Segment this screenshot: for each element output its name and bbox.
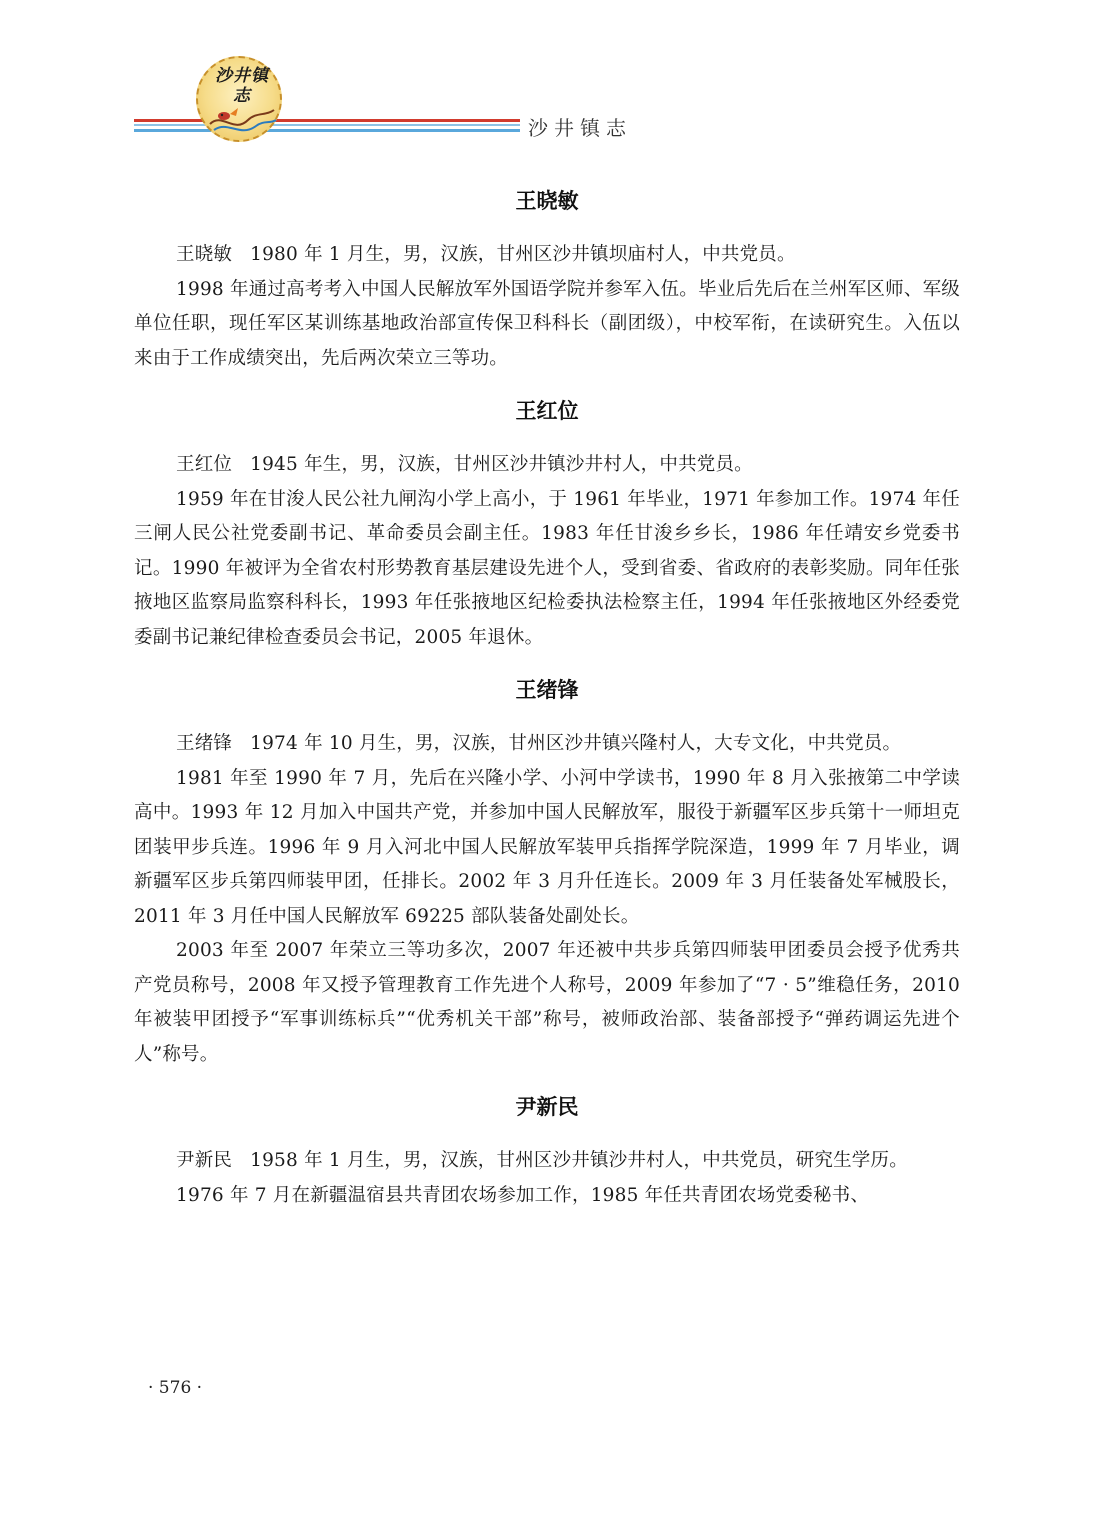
entry-heading: 王绪锋 bbox=[515, 678, 579, 702]
biography-entry bbox=[134, 675, 960, 1072]
logo-text: 沙井镇志 bbox=[215, 66, 269, 106]
entry-heading: 王晓敏 bbox=[515, 189, 579, 213]
biography-entry bbox=[134, 1092, 960, 1213]
entry-lead-text: 1974 年 10 月生，男，汉族，甘州区沙井镇兴隆村人，大专文化，中共党员。 bbox=[250, 733, 902, 754]
entry-heading: 尹新民 bbox=[515, 1095, 579, 1119]
entry-intro bbox=[134, 727, 960, 762]
entry-lead-text: 1980 年 1 月生，男，汉族，甘州区沙井镇坝庙村人，中共党员。 bbox=[250, 244, 796, 265]
entry-paragraph: 2003 年至 2007 年荣立三等功多次，2007 年还被中共步兵第四师装甲团委员会授予优秀共产党员称号，2008 年又授予管理教育工作先进个人称号，2009 年参加了“7 · 5”维稳任务，2010 年被装甲团授予“军事训练标兵”“优秀机关干部”称号，被师政治部、装备部授予“弹药调运先进个人”称号。 bbox=[134, 940, 960, 1065]
page-body bbox=[134, 186, 960, 1213]
page-header bbox=[0, 0, 1093, 160]
entry-intro bbox=[134, 448, 960, 483]
entry-paragraph: 1981 年至 1990 年 7 月，先后在兴隆小学、小河中学读书，1990 年 8 月入张掖第二中学读高中。1993 年 12 月加入中国共产党，并参加中国人民解放军，服役于新疆军区步兵第十一师坦克团装甲步兵连。1996 年 9 月入河北中国人民解放军装甲兵指挥学院深造，1999 年 7 月毕业，调新疆军区步兵第四师装甲团，任排长。2002 年 3 月升任连长。2009 年 3 月任装备处军械股长，2011 年 3 月任中国人民解放军 69225 部队装备处副处长。 bbox=[134, 767, 960, 927]
header-rule-lightblue bbox=[134, 124, 520, 126]
header-rule-blue bbox=[134, 129, 520, 132]
entry-lead-text: 1958 年 1 月生，男，汉族，甘州区沙井镇沙井村人，中共党员，研究生学历。 bbox=[250, 1150, 908, 1171]
entry-paragraph: 1976 年 7 月在新疆温宿县共青团农场参加工作，1985 年任共青团农场党委秘书、 bbox=[176, 1184, 870, 1206]
entry-heading: 王红位 bbox=[515, 399, 579, 423]
entry-lead-name: 王红位 bbox=[176, 454, 233, 475]
entry-lead-name: 王绪锋 bbox=[176, 733, 233, 754]
entry-lead-name: 王晓敏 bbox=[176, 244, 233, 265]
biography-entry bbox=[134, 396, 960, 655]
entry-paragraph: 1959 年在甘浚人民公社九闸沟小学上高小，于 1961 年毕业，1971 年参加工作。1974 年任三闸人民公社党委副书记、革命委员会副主任。1983 年任甘浚乡乡长，1986 年任靖安乡党委书记。1990 年被评为全省农村形势教育基层建设先进个人，受到省委、省政府的表彰奖励。同年任张掖地区监察局监察科科长，1993 年任张掖地区纪检委执法检察主任，1994 年任张掖地区外经委党委副书记兼纪律检查委员会书记，2005 年退休。 bbox=[134, 488, 960, 648]
phoenix-icon bbox=[204, 94, 280, 140]
book-logo bbox=[196, 56, 282, 142]
entry-paragraph: 1998 年通过高考考入中国人民解放军外国语学院并参军入伍。毕业后先后在兰州军区师、军级单位任职，现任军区某训练基地政治部宣传保卫科科长（副团级），中校军衔，在读研究生。入伍以来由于工作成绩突出，先后两次荣立三等功。 bbox=[134, 278, 960, 369]
entry-lead-text: 1945 年生，男，汉族，甘州区沙井镇沙井村人，中共党员。 bbox=[250, 454, 753, 475]
biography-entry bbox=[134, 186, 960, 376]
entry-intro bbox=[134, 238, 960, 273]
entry-lead-name: 尹新民 bbox=[176, 1150, 233, 1171]
entry-intro bbox=[134, 1144, 960, 1179]
page-number: · 576 · bbox=[148, 1378, 203, 1398]
header-rule-red bbox=[134, 119, 520, 122]
running-title: 沙井镇志 bbox=[528, 116, 632, 140]
